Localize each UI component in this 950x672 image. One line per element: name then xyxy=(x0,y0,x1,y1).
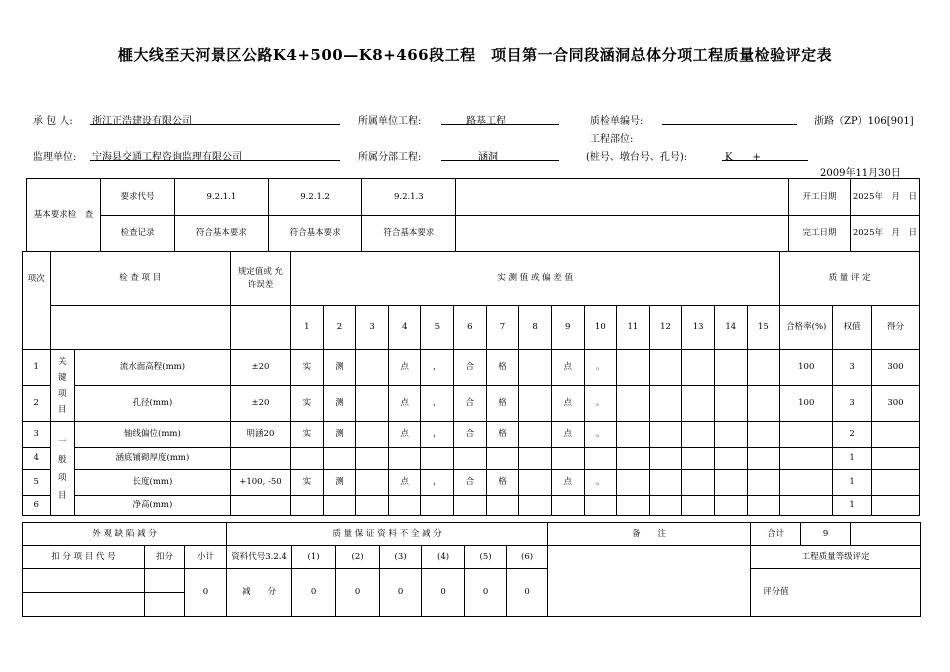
measured-cell xyxy=(617,448,650,470)
total-blank xyxy=(851,523,921,546)
measured-cell xyxy=(617,350,650,386)
measured-cell: 实 xyxy=(291,386,324,422)
measured-cell xyxy=(747,386,780,422)
footer-blank-2 xyxy=(548,569,751,617)
contractor-label: 承 包 人: xyxy=(33,116,73,127)
col-num: 11 xyxy=(617,306,650,350)
measured-cell xyxy=(714,470,747,496)
row-pass-rate: 100 xyxy=(780,386,833,422)
row-no: 6 xyxy=(23,496,51,516)
doc-value: 0 xyxy=(380,569,422,617)
measured-cell xyxy=(323,448,356,470)
measured-cell: 。 xyxy=(584,386,617,422)
pile-label: (桩号、墩台号、孔号): xyxy=(586,152,688,163)
measured-cell xyxy=(682,496,715,516)
form-no-underline xyxy=(662,124,797,125)
measured-cell xyxy=(519,350,552,386)
group-key: 关键项目 xyxy=(50,350,74,422)
row-no: 4 xyxy=(23,448,51,470)
req-code-label: 要求代号 xyxy=(101,179,175,216)
row-score: 300 xyxy=(871,350,919,386)
measured-cell xyxy=(714,386,747,422)
measured-cell xyxy=(584,448,617,470)
measured-cell xyxy=(682,350,715,386)
doc-item: (5) xyxy=(465,546,507,569)
row-weight: 3 xyxy=(833,386,872,422)
row-score: 300 xyxy=(871,386,919,422)
col-num: 14 xyxy=(714,306,747,350)
unit-value: 路基工程 xyxy=(466,116,506,127)
col-quality: 质 量 评 定 xyxy=(780,252,920,306)
measured-cell xyxy=(551,448,584,470)
row-name: 涵底铺砌厚度(mm) xyxy=(74,448,230,470)
doc-item: (6) xyxy=(507,546,548,569)
num-row-blank-b xyxy=(50,306,230,350)
row-weight: 2 xyxy=(833,422,872,448)
req-code-3: 9.2.1.3 xyxy=(362,179,456,216)
measured-cell xyxy=(747,422,780,448)
measured-cell xyxy=(323,496,356,516)
row-no: 2 xyxy=(23,386,51,422)
measured-cell: 点 xyxy=(388,386,421,422)
appearance-deduction: 外 观 缺 陷 减 分 xyxy=(23,523,227,546)
row-name: 长度(mm) xyxy=(74,470,230,496)
form-no-label: 质检单编号: xyxy=(590,116,644,127)
row-weight: 1 xyxy=(833,496,872,516)
measured-cell: 实 xyxy=(291,350,324,386)
col-num: 2 xyxy=(323,306,356,350)
col-num: 5 xyxy=(421,306,454,350)
doc-code-label: 资料代号3.2.4 xyxy=(227,546,292,569)
row-weight: 1 xyxy=(833,448,872,470)
measured-cell: 实 xyxy=(291,422,324,448)
total-label: 合计 xyxy=(751,523,801,546)
row-spec: 明涵20 xyxy=(230,422,290,448)
deduct-label: 扣分 xyxy=(145,546,185,569)
col-num: 13 xyxy=(682,306,715,350)
basic-req-label: 基本要求检 查 xyxy=(27,179,101,252)
row-name: 轴线偏位(mm) xyxy=(74,422,230,448)
subunit-label: 所属分部工程: xyxy=(358,152,422,163)
table-row xyxy=(23,386,920,422)
remark-label: 备 注 xyxy=(548,523,751,546)
doc-item: (1) xyxy=(292,546,336,569)
measured-cell xyxy=(388,448,421,470)
row-score xyxy=(871,470,919,496)
measured-cell xyxy=(682,448,715,470)
table-row xyxy=(23,496,920,516)
supervisor-underline xyxy=(90,160,340,161)
measured-cell xyxy=(714,496,747,516)
measured-cell: 格 xyxy=(486,470,519,496)
measured-cell xyxy=(356,448,389,470)
record-3: 符合基本要求 xyxy=(362,216,456,252)
measured-cell xyxy=(356,422,389,448)
measured-cell xyxy=(421,496,454,516)
pile-underline xyxy=(722,160,808,161)
measured-cell: 测 xyxy=(323,470,356,496)
measured-cell xyxy=(649,422,682,448)
measured-cell xyxy=(584,496,617,516)
measured-cell: ， xyxy=(421,350,454,386)
doc-value: 0 xyxy=(422,569,465,617)
measured-cell xyxy=(617,422,650,448)
measured-cell: 实 xyxy=(291,470,324,496)
doc-value: 0 xyxy=(465,569,507,617)
end-date-label: 完工日期 xyxy=(789,216,851,252)
table-row xyxy=(23,448,920,470)
row-score xyxy=(871,496,919,516)
measured-cell xyxy=(649,350,682,386)
measured-cell xyxy=(747,496,780,516)
eval-label: 评分值 xyxy=(751,569,801,617)
row-spec: +100, -50 xyxy=(230,470,290,496)
measured-cell: 合 xyxy=(454,386,487,422)
req-code-1: 9.2.1.1 xyxy=(175,179,269,216)
measured-cell: 点 xyxy=(551,350,584,386)
measured-cell: 点 xyxy=(388,470,421,496)
docs-deduction: 质 量 保 证 资 料 不 全 减 分 xyxy=(227,523,548,546)
row-pass-rate: 100 xyxy=(780,350,833,386)
measured-cell xyxy=(454,496,487,516)
subtotal-label: 小计 xyxy=(185,546,227,569)
supervisor-value: 宁海县交通工程咨询监理有限公司 xyxy=(92,152,242,163)
measured-cell xyxy=(747,350,780,386)
footer-table xyxy=(22,522,921,617)
measured-cell xyxy=(551,496,584,516)
subtotal-value: 0 xyxy=(185,569,227,617)
row-pass-rate xyxy=(780,448,833,470)
measured-cell xyxy=(291,448,324,470)
row-name: 净高(mm) xyxy=(74,496,230,516)
start-date-value: 2025年 月 日 xyxy=(850,179,919,216)
row-spec: ±20 xyxy=(230,386,290,422)
measured-cell xyxy=(486,496,519,516)
total-value: 9 xyxy=(801,523,851,546)
grade-label: 工程质量等级评定 xyxy=(751,546,921,569)
col-num: 15 xyxy=(747,306,780,350)
req-code-empty xyxy=(456,179,789,216)
table-row xyxy=(23,350,920,386)
measured-cell: 合 xyxy=(454,422,487,448)
measured-cell xyxy=(519,448,552,470)
measured-cell xyxy=(714,350,747,386)
subunit-underline xyxy=(441,160,559,161)
measured-cell: 格 xyxy=(486,386,519,422)
measured-cell xyxy=(617,496,650,516)
measured-cell xyxy=(649,470,682,496)
measured-cell: 。 xyxy=(584,422,617,448)
measured-cell: ， xyxy=(421,470,454,496)
row-spec: ±20 xyxy=(230,350,290,386)
measured-cell xyxy=(291,496,324,516)
inspection-table xyxy=(22,251,920,516)
start-date-label: 开工日期 xyxy=(789,179,851,216)
measured-cell xyxy=(388,496,421,516)
deduct-2 xyxy=(145,593,185,617)
col-pass-rate: 合格率(%) xyxy=(780,306,833,350)
doc-value: 0 xyxy=(336,569,380,617)
measured-cell: 点 xyxy=(551,470,584,496)
row-spec xyxy=(230,496,290,516)
doc-item: (3) xyxy=(380,546,422,569)
end-date-value: 2025年 月 日 xyxy=(850,216,919,252)
measured-cell: 点 xyxy=(551,386,584,422)
measured-cell xyxy=(356,350,389,386)
doc-value: 0 xyxy=(507,569,548,617)
row-no: 5 xyxy=(23,470,51,496)
pile-value: K + xyxy=(725,152,761,163)
measured-cell xyxy=(747,470,780,496)
measured-cell xyxy=(617,386,650,422)
record-label: 检查记录 xyxy=(101,216,175,252)
col-num: 7 xyxy=(486,306,519,350)
unit-underline xyxy=(441,124,559,125)
measured-cell xyxy=(682,470,715,496)
deduct-code-label: 扣 分 项 目 代 号 xyxy=(23,546,145,569)
measured-cell xyxy=(747,448,780,470)
measured-cell: ， xyxy=(421,386,454,422)
col-num: 10 xyxy=(584,306,617,350)
record-2: 符合基本要求 xyxy=(268,216,362,252)
deduct-1 xyxy=(145,569,185,593)
col-item-no: 项次 xyxy=(23,252,51,306)
measured-cell: 点 xyxy=(388,350,421,386)
req-code-2: 9.2.1.2 xyxy=(268,179,362,216)
measured-cell xyxy=(714,422,747,448)
measured-cell: 测 xyxy=(323,386,356,422)
row-name: 流水面高程(mm) xyxy=(74,350,230,386)
measured-cell xyxy=(714,448,747,470)
table-row xyxy=(23,422,920,448)
measured-cell xyxy=(519,470,552,496)
col-weight: 权值 xyxy=(833,306,872,350)
measured-cell xyxy=(519,386,552,422)
num-row-blank-c xyxy=(230,306,290,350)
measured-cell xyxy=(617,470,650,496)
row-pass-rate xyxy=(780,496,833,516)
num-row-blank-a xyxy=(23,306,51,350)
table-row xyxy=(23,470,920,496)
row-no: 1 xyxy=(23,350,51,386)
measured-cell: 格 xyxy=(486,422,519,448)
col-item: 检 查 项 目 xyxy=(50,252,230,306)
measured-cell: 点 xyxy=(551,422,584,448)
col-measured: 实 测 值 或 偏 差 值 xyxy=(291,252,780,306)
footer-blank xyxy=(548,546,751,569)
form-code: 浙路（ZP）106[901] xyxy=(814,116,914,127)
report-date: 2009年11月30日 xyxy=(820,168,901,179)
doc-item: (4) xyxy=(422,546,465,569)
measured-cell xyxy=(649,386,682,422)
record-empty xyxy=(456,216,789,252)
measured-cell xyxy=(682,422,715,448)
subunit-value: 涵洞 xyxy=(478,152,498,163)
deduct-code-2 xyxy=(23,593,145,617)
row-weight: 3 xyxy=(833,350,872,386)
doc-value: 0 xyxy=(292,569,336,617)
measured-cell xyxy=(486,448,519,470)
row-pass-rate xyxy=(780,422,833,448)
measured-cell: ， xyxy=(421,422,454,448)
col-num: 9 xyxy=(551,306,584,350)
eval-value xyxy=(801,569,921,617)
row-weight: 1 xyxy=(833,470,872,496)
row-score xyxy=(871,448,919,470)
measured-cell: 测 xyxy=(323,350,356,386)
measured-cell xyxy=(649,496,682,516)
row-score xyxy=(871,422,919,448)
row-name: 孔径(mm) xyxy=(74,386,230,422)
col-spec: 规定值或 允许误差 xyxy=(230,252,290,306)
measured-cell xyxy=(454,448,487,470)
supervisor-label: 监理单位: xyxy=(33,152,77,163)
measured-cell xyxy=(519,496,552,516)
measured-cell xyxy=(356,386,389,422)
row-pass-rate xyxy=(780,470,833,496)
measured-cell xyxy=(356,496,389,516)
doc-item: (2) xyxy=(336,546,380,569)
basic-requirement-table xyxy=(26,178,920,252)
col-num: 12 xyxy=(649,306,682,350)
col-num: 3 xyxy=(356,306,389,350)
measured-cell xyxy=(356,470,389,496)
record-1: 符合基本要求 xyxy=(175,216,269,252)
row-spec xyxy=(230,448,290,470)
measured-cell: 合 xyxy=(454,350,487,386)
row-no: 3 xyxy=(23,422,51,448)
measured-cell: 测 xyxy=(323,422,356,448)
deduct-code-1 xyxy=(23,569,145,593)
measured-cell: 格 xyxy=(486,350,519,386)
unit-label: 所属单位工程: xyxy=(358,116,422,127)
form-title: 榧大线至天河景区公路K4+500—K8+466段工程 项目第一合同段涵洞总体分项工程质量检验评定表 xyxy=(117,46,833,64)
measured-cell xyxy=(421,448,454,470)
part-label: 工程部位: xyxy=(590,134,634,145)
col-num: 6 xyxy=(454,306,487,350)
group-general: 一般项目 xyxy=(50,422,74,516)
measured-cell: 。 xyxy=(584,470,617,496)
contractor-underline xyxy=(90,124,340,125)
col-score: 得分 xyxy=(871,306,919,350)
col-num: 8 xyxy=(519,306,552,350)
reduce-label: 减 分 xyxy=(227,569,292,617)
contractor-value: 浙江正浩建设有限公司 xyxy=(92,116,192,127)
measured-cell xyxy=(682,386,715,422)
measured-cell: 。 xyxy=(584,350,617,386)
col-num: 1 xyxy=(291,306,324,350)
measured-cell: 合 xyxy=(454,470,487,496)
col-num: 4 xyxy=(388,306,421,350)
measured-cell xyxy=(519,422,552,448)
measured-cell: 点 xyxy=(388,422,421,448)
measured-cell xyxy=(649,448,682,470)
